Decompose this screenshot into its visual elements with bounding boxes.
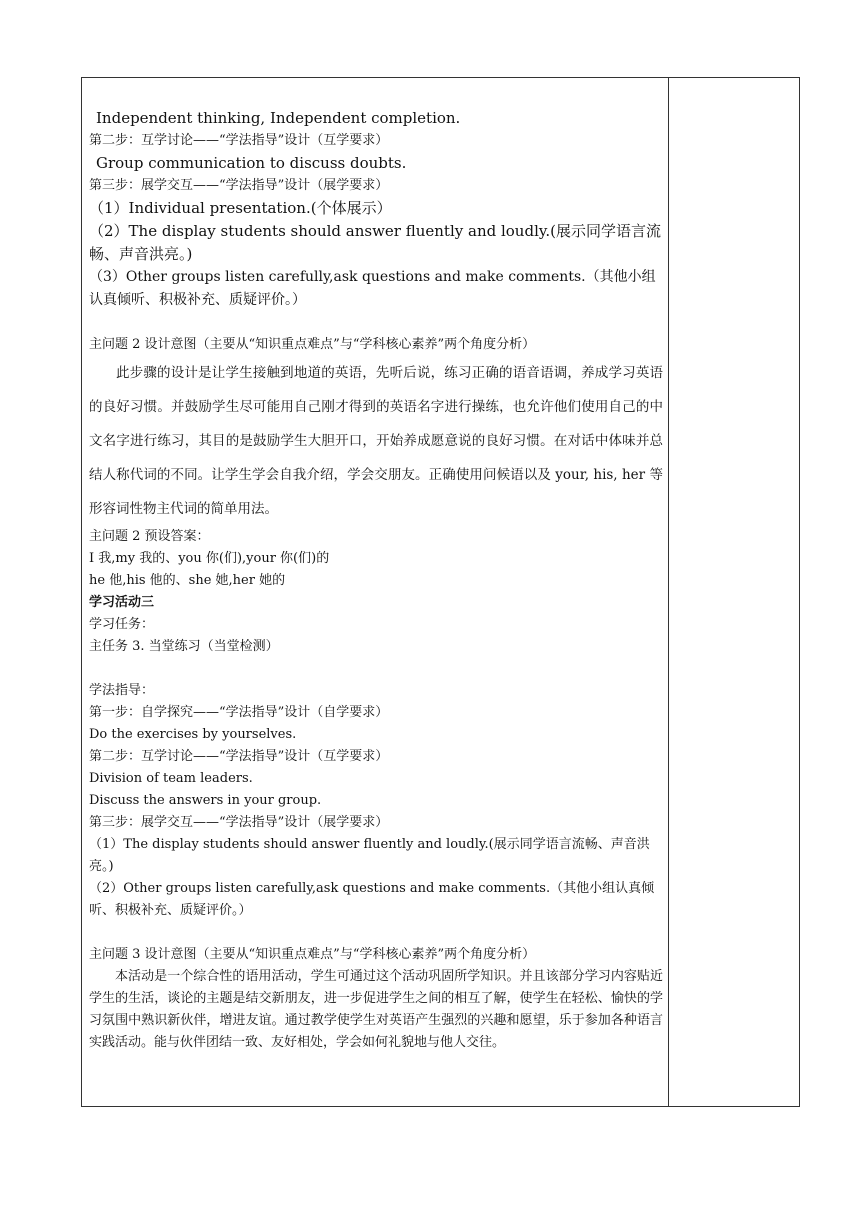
paragraph: 本活动是一个综合性的语用活动，学生可通过这个活动巩固所学知识。并且该部分学习内容贴近学生的生活，谈论的主题是结交新朋友，进一步促进学生之间的相互了解，使学生在轻松、愉快的学习氛围中熟识新伙伴，增进友谊。通过教学使学生对英语产生强烈的兴趣和愿望，乐于参加各种语言实践活动。能与伙伴团结一致、友好相处，学会如何礼貌地与他人交往。	[89, 969, 663, 1050]
text-line: Independent thinking, Independent completion.	[96, 109, 461, 127]
section-heading: 主问题 3 设计意图（主要从“知识重点难点”与“学科核心素养”两个角度分析）	[89, 947, 536, 962]
text-line: 学习任务：	[89, 617, 155, 632]
section-heading: 主问题 2 设计意图（主要从“知识重点难点”与“学科核心素养”两个角度分析）	[89, 337, 536, 352]
text-line: Division of team leaders.	[89, 771, 253, 786]
step-heading: 第二步：互学讨论——“学法指导”设计（互学要求）	[89, 133, 389, 148]
paragraph: 此步骤的设计是让学生接触到地道的英语，先听后说，练习正确的语音语调，养成学习英语的良好习惯。并鼓励学生尽可能用自己刚才得到的英语名字进行操练，也允许他们使用自己的中文名字进行练习，其目的是鼓励学生大胆开口，开始养成愿意说的良好习惯。在对话中体味并总结人称代词的不同。让学生学会自我介绍，学会交朋友。正确使用问候语以及 your, his, her 等形容词性物主代词的简单用法。	[89, 365, 663, 517]
section-heading: 主问题 2 预设答案：	[89, 529, 210, 544]
text-line: Discuss the answers in your group.	[89, 793, 322, 808]
activity-title: 学习活动三	[89, 595, 155, 610]
column-divider	[668, 78, 669, 1106]
text-line: he 他,his 他的、she 她,her 她的	[89, 573, 286, 588]
text-line: （1）Individual presentation.(个体展示）	[89, 199, 392, 217]
step-heading: 第三步：展学交互——“学法指导”设计（展学要求）	[89, 815, 389, 830]
text-line: 学法指导：	[89, 683, 155, 698]
text-line: I 我,my 我的、you 你(们),your 你(们)的	[89, 551, 330, 566]
text-line: （2）Other groups listen carefully,ask questions and make comments.（其他小组认真倾听、积极补充、质疑评价。）	[89, 881, 655, 918]
step-heading: 第三步：展学交互——“学法指导”设计（展学要求）	[89, 178, 389, 193]
step-heading: 第一步：自学探究——“学法指导”设计（自学要求）	[89, 705, 389, 720]
text-line: （3）Other groups listen carefully,ask questions and make comments.（其他小组认真倾听、积极补充、质疑评价。）	[89, 269, 656, 308]
text-line: （1）The display students should answer fluently and loudly.(展示同学语言流畅、声音洪亮。)	[89, 837, 650, 874]
cell-content	[89, 107, 663, 1054]
step-heading: 第二步：互学讨论——“学法指导”设计（互学要求）	[89, 749, 389, 764]
text-line: Do the exercises by yourselves.	[89, 727, 297, 742]
text-line: Group communication to discuss doubts.	[96, 154, 407, 172]
text-line: （2）The display students should answer fluently and loudly.(展示同学语言流畅、声音洪亮。)	[89, 222, 661, 263]
text-line: 主任务 3. 当堂练习（当堂检测）	[89, 639, 279, 654]
